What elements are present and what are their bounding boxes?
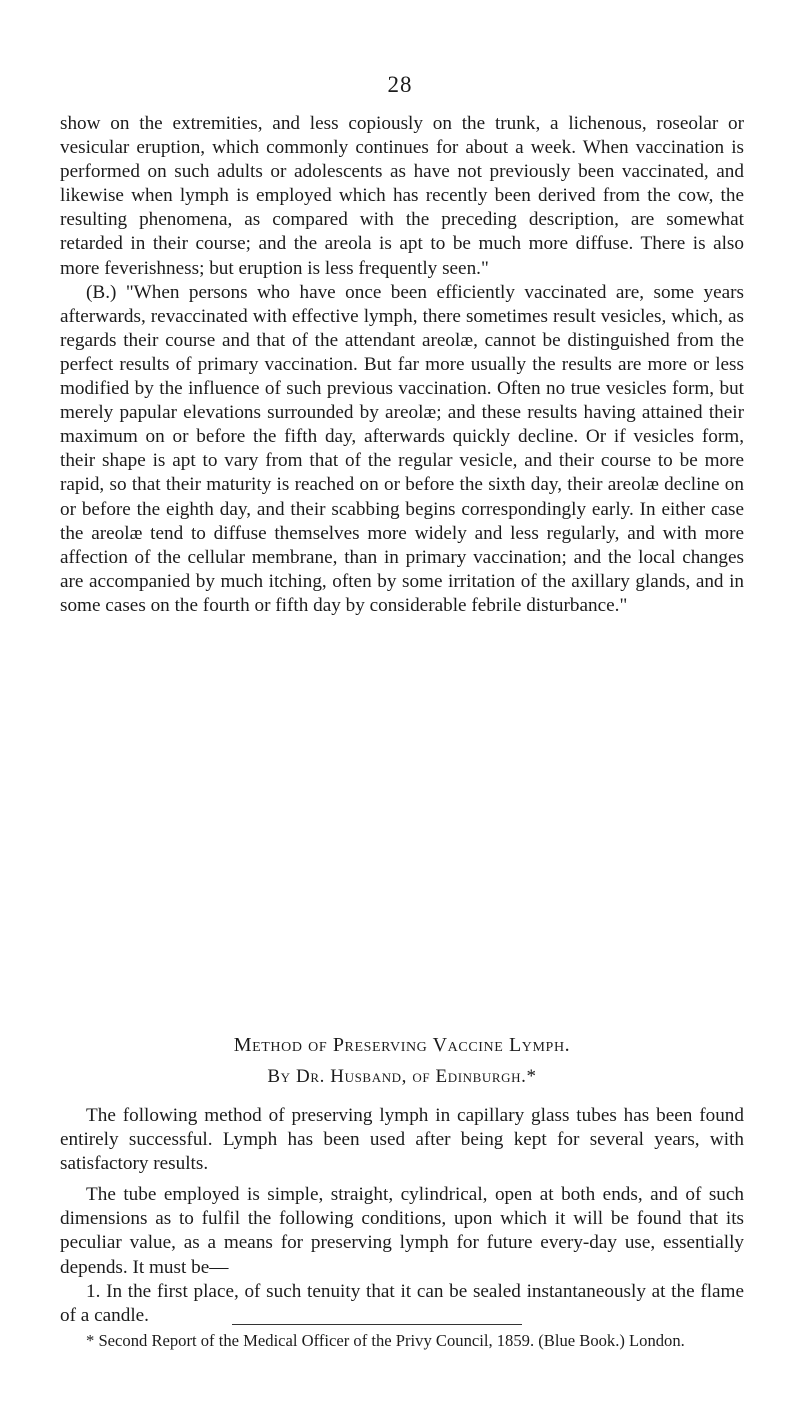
text-block-quotation — [60, 112, 744, 618]
paragraph-method-intro: The following method of preserving lymph in capillary glass tubes has been found entirely successful. Lymph has been used after being kept for several years, with satisfactory results. — [60, 1105, 744, 1175]
paragraph-revaccination: (B.) "When persons who have once been efficiently vaccinated are, some years afterwards, revaccinated with effective lymph, there sometimes result vesicles, which, as regards their course and that of the attendant areolæ, cannot be distinguished from the perfect results of primary vaccination. But far more usually the results are more or less modified by the influence of such previous vaccination. Often no true vesicles form, but merely papular elevations surrounded by areolæ; and these results having attained their maximum on or before the fifth day, afterwards quickly decline. Or if vesicles form, their shape is apt to vary from that of the regular vesicle, and their course to be more rapid, so that their maturity is reached on or before the sixth day, their areolæ decline on or before the eighth day, and their scabbing begins correspondingly early. In either case the areolæ tend to diffuse themselves more widely and less regularly, and with more affection of the cellular membrane, than in primary vaccination; and the local changes are accompanied by much itching, often by some irritation of the axillary glands, and in some cases on the fourth or fifth day by considerable febrile disturbance." — [60, 281, 744, 616]
paragraph-condition-1: 1. In the first place, of such tenuity that it can be sealed instantaneously at the flame of a candle. — [60, 1280, 744, 1326]
footnote: * Second Report of the Medical Officer of the Privy Council, 1859. (Blue Book.) London. — [86, 1331, 685, 1350]
section-byline: By Dr. Husband, of Edinburgh.* — [267, 1066, 537, 1087]
section-heading: Method of Preserving Vaccine Lymph. — [233, 1034, 571, 1056]
paragraph-tube-description: The tube employed is simple, straight, cylindrical, open at both ends, and of such dimensions as to fulfil the following conditions, upon which it will be found that its peculiar value, as a means for preserving lymph for future every-day use, essentially depends. It must be— — [60, 1184, 744, 1278]
page-number: 28 — [387, 72, 413, 97]
footnote-rule — [232, 1324, 522, 1325]
text-block-method — [60, 1104, 744, 1328]
paragraph-continuation: show on the extremities, and less copiously on the trunk, a lichenous, roseolar or vesicular eruption, which commonly continues for about a week. When vaccination is performed on such adults or adolescents as have not previously been vaccinated, and likewise when lymph is employed which has recently been derived from the cow, the resulting phenomena, as compared with the preceding description, are somewhat retarded in their course; and the areola is apt to be much more diffuse. There is also more feverishness; but eruption is less frequently seen." — [60, 113, 744, 279]
